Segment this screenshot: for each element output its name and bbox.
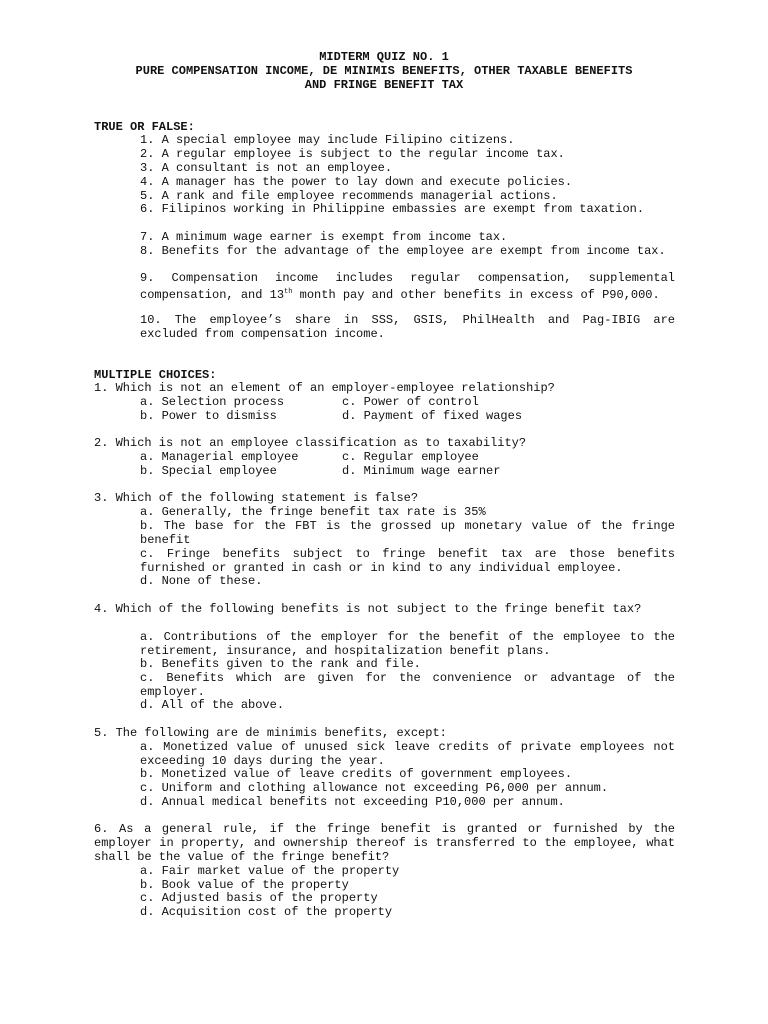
q1-option-c: c. Power of control [342, 395, 479, 409]
title-line-1: MIDTERM QUIZ NO. 1 [319, 50, 449, 64]
tf-item-4: 4. A manager has the power to lay down and execute policies. [140, 175, 573, 189]
q4-option-a: a. Contributions of the employer for the benefit of the employee to the retirement, insurance, and hospitalization benefit plans. [140, 630, 675, 658]
tf-item-8: 8. Benefits for the advantage of the employee are exempt from income tax. [140, 244, 666, 258]
q2-option-c: c. Regular employee [342, 450, 479, 464]
q5-option-a: a. Monetized value of unused sick leave credits of private employees not exceeding 10 days during the year. [140, 740, 675, 768]
q4-option-b: b. Benefits given to the rank and file. [140, 657, 421, 671]
tf-item-1: 1. A special employee may include Filipino citizens. [140, 133, 515, 147]
q5-option-b: b. Monetized value of leave credits of government employees. [140, 767, 573, 781]
tf-item-9 [140, 272, 675, 303]
q1-option-a: a. Selection process [140, 395, 285, 409]
question-1: 1. Which is not an element of an employer-employee relationship? [94, 381, 555, 395]
q2-option-b: b. Special employee [140, 464, 277, 478]
q1-option-d: d. Payment of fixed wages [342, 409, 523, 423]
question-3: 3. Which of the following statement is false? [94, 491, 419, 505]
q3-option-a: a. Generally, the fringe benefit tax rate is 35% [140, 505, 486, 519]
q6-option-c: c. Adjusted basis of the property [140, 891, 378, 905]
true-false-heading: TRUE OR FALSE: [94, 120, 195, 134]
q6-option-d: d. Acquisition cost of the property [140, 905, 393, 919]
q6-option-b: b. Book value of the property [140, 878, 349, 892]
tf-item-9-text: 9. Compensation income includes regular compensation, supplemental compensation, and 13 [140, 271, 675, 302]
q6-option-a: a. Fair market value of the property [140, 864, 400, 878]
q4-option-c: c. Benefits which are given for the convenience or advantage of the employer. [140, 671, 675, 699]
quiz-title [0, 50, 768, 92]
q1-option-b: b. Power to dismiss [140, 409, 277, 423]
question-2: 2. Which is not an employee classification as to taxability? [94, 436, 527, 450]
title-line-3: AND FRINGE BENEFIT TAX [304, 78, 464, 92]
question-4: 4. Which of the following benefits is not subject to the fringe benefit tax? [94, 602, 642, 616]
tf-item-7: 7. A minimum wage earner is exempt from income tax. [140, 230, 508, 244]
q3-option-c: c. Fringe benefits subject to fringe benefit tax are those benefits furnished or granted in cash or in kind to any individual employee. [140, 547, 675, 575]
tf-item-9-tail: month pay and other benefits in excess of P90,000. [292, 287, 660, 302]
tf-item-10: 10. The employee’s share in SSS, GSIS, PhilHealth and Pag-IBIG are excluded from compensation income. [140, 313, 675, 341]
q5-option-c: c. Uniform and clothing allowance not exceeding P6,000 per annum. [140, 781, 609, 795]
q5-option-d: d. Annual medical benefits not exceeding P10,000 per annum. [140, 795, 565, 809]
question-6: 6. As a general rule, if the fringe benefit is granted or furnished by the employer in property, and ownership thereof is transferred to the employee, what shall be the value of the fringe benefit? [94, 822, 675, 864]
q3-option-d: d. None of these. [140, 574, 263, 588]
title-line-2: PURE COMPENSATION INCOME, DE MINIMIS BENEFITS, OTHER TAXABLE BENEFITS [135, 64, 633, 78]
tf-item-2: 2. A regular employee is subject to the regular income tax. [140, 147, 565, 161]
q2-option-a: a. Managerial employee [140, 450, 299, 464]
q4-option-d: d. All of the above. [140, 698, 285, 712]
q3-option-b: b. The base for the FBT is the grossed up monetary value of the fringe benefit [140, 519, 675, 547]
tf-item-6: 6. Filipinos working in Philippine embassies are exempt from taxation. [140, 202, 645, 216]
q2-option-d: d. Minimum wage earner [342, 464, 501, 478]
tf-item-3: 3. A consultant is not an employee. [140, 161, 393, 175]
tf-item-5: 5. A rank and file employee recommends managerial actions. [140, 189, 558, 203]
multiple-choice-heading: MULTIPLE CHOICES: [94, 368, 217, 382]
tf-item-9-sup: th [284, 287, 293, 296]
question-5: 5. The following are de minimis benefits, except: [94, 726, 447, 740]
